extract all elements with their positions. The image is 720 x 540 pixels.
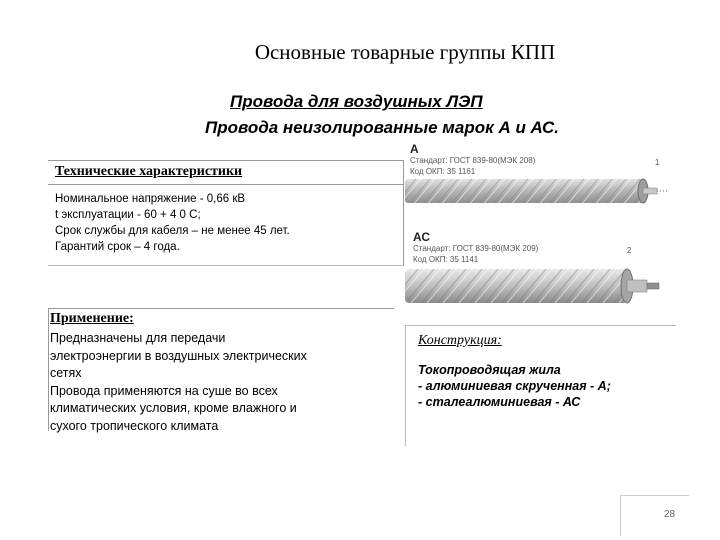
wire-ac-label: АС: [413, 230, 431, 244]
construction-text: [418, 362, 678, 410]
technical-heading: Технические характеристики: [55, 164, 243, 179]
wire-a-image: [405, 175, 670, 215]
slide-title: Основные товарные группы КПП: [254, 40, 556, 64]
wire-a-marker: 1: [655, 158, 660, 167]
technical-line: Номинальное напряжение - 0,66 кВ: [55, 193, 246, 205]
page-number-frame: [620, 495, 689, 536]
technical-divider: [48, 184, 403, 185]
construction-line: Токопроводящая жила: [418, 363, 561, 377]
wire-ac-code: Код ОКП: 35 1141: [413, 255, 479, 264]
application-line: сетях: [50, 366, 82, 380]
wire-ac-standard: Стандарт: ГОСТ 839-80(МЭК 209): [413, 244, 539, 253]
subtitle-overhead-lines: Провода для воздушных ЛЭП: [230, 92, 483, 111]
construction-heading: Конструкция:: [418, 333, 502, 348]
application-line: климатических условия, кроме влажного и: [50, 401, 297, 415]
technical-line: Гарантий срок – 4 года.: [55, 241, 180, 253]
wire-a-label: А: [410, 142, 419, 156]
page-number: 28: [664, 509, 676, 520]
wire-ac-marker: 2: [627, 246, 632, 255]
wire-ac-image: [405, 265, 670, 310]
technical-line: Срок службы для кабеля – не менее 45 лет.: [55, 225, 290, 237]
subtitle-uninsulated-wires: Провода неизолированные марок А и АС.: [205, 118, 559, 137]
application-text: [50, 330, 380, 435]
application-line: Предназначены для передачи: [50, 331, 226, 345]
construction-line: - алюминиевая скрученная - А;: [418, 379, 611, 393]
technical-line: t эксплуатации - 60 + 4 0 С;: [55, 209, 201, 221]
construction-line: - сталеалюминиевая - АС: [418, 395, 581, 409]
wire-a-code: Код ОКП: 35 1161: [410, 167, 476, 176]
application-heading: Применение:: [50, 311, 134, 326]
wire-a-standard: Стандарт: ГОСТ 839-80(МЭК 208): [410, 156, 536, 165]
application-line: сухого тропического климата: [50, 418, 219, 433]
wire-images-panel: [405, 140, 670, 310]
application-line: электроэнергии в воздушных электрических: [50, 348, 307, 363]
application-line: Провода применяются на суше во всех: [50, 383, 278, 398]
